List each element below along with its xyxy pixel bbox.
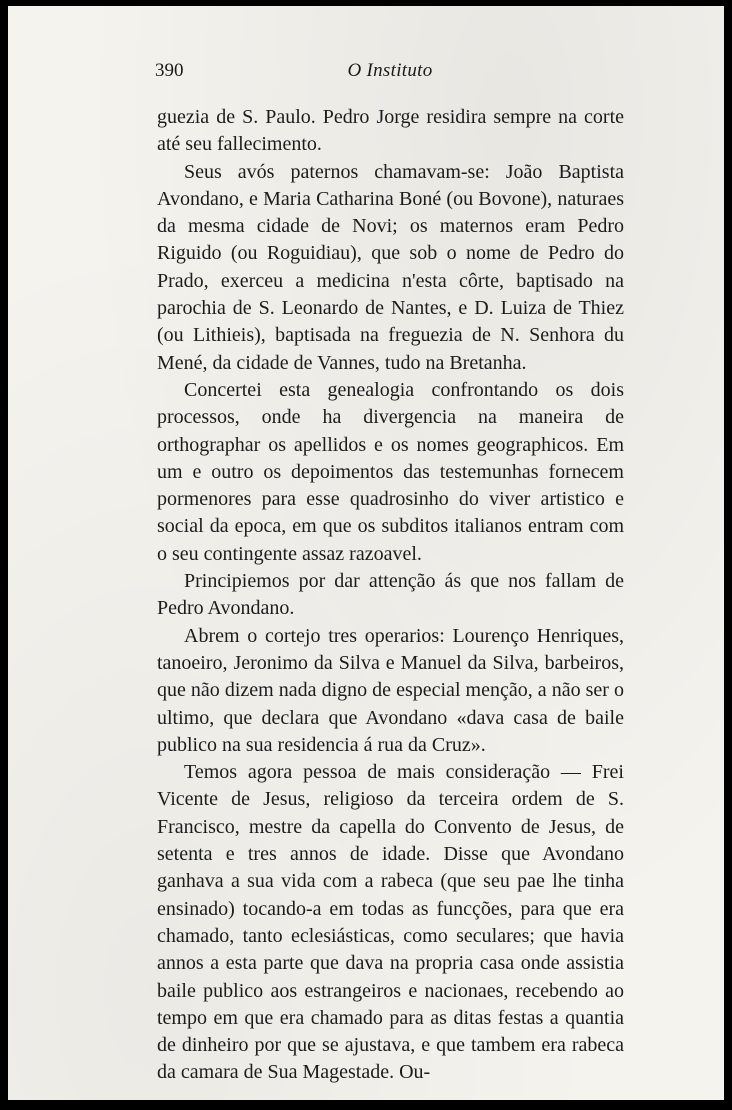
body-text bbox=[157, 104, 624, 1087]
running-title: O Instituto bbox=[347, 60, 433, 81]
paragraph-principiemos: Principiemos por dar attenção ás que nos fallam de Pedro Avondano. bbox=[157, 570, 624, 620]
paragraph-frei-vicente: Temos agora pessoa de mais consideração — Frei Vicente de Jesus, religioso da terceira ordem de S. Francisco, mestre da capella do Convento de Jesus, de setenta e tres annos de idade. Disse que Avondano ganhava a sua vida com a rabeca (que seu pae lhe tinha ensinado) tocando-a em todas as funcções, para que era chamado, tanto eclesiásticas, como seculares; que havia annos a esta parte que dava na propria casa onde assistia baile publico aos estrangeiros e nacionaes, recebendo ao tempo em que era chamado para as ditas festas a quantia de dinheiro por que se ajustava, e que tambem era rabeca da camara de Sua Magestade. Ou- bbox=[157, 761, 624, 1084]
page-header bbox=[155, 60, 625, 90]
paragraph-continuation: guezia de S. Paulo. Pedro Jorge residira sempre na corte até seu fallecimento. bbox=[157, 106, 624, 156]
paragraph-grandparents: Seus avós paternos chamavam-se: João Baptista Avondano, e Maria Catharina Boné (ou Bovone), naturaes da mesma cidade de Novi; os maternos eram Pedro Riguido (ou Roguidiau), que sob o nome de Pedro do Prado, exerceu a medicina n'esta côrte, baptisado na parochia de S. Leonardo de Nantes, e D. Luiza de Thiez (ou Lithieis), baptisada na freguezia de N. Senhora du Mené, da cidade de Vannes, tudo na Bretanha. bbox=[157, 160, 624, 374]
page-number: 390 bbox=[155, 60, 184, 81]
paragraph-operarios: Abrem o cortejo tres operarios: Lourenço Henriques, tanoeiro, Jeronimo da Silva e Manuel da Silva, barbeiros, que não dizem nada digno de especial menção, a não ser o ultimo, que declara que Avondano «dava casa de baile publico na sua residencia á rua da Cruz». bbox=[157, 624, 624, 756]
paragraph-genealogy: Concertei esta genealogia confrontando os dois processos, onde ha divergencia na maneira de orthographar os apellidos e os nomes geographicos. Em um e outro os depoimentos das testemunhas fornecem pormenores para esse quadrosinho do viver artistico e social da epoca, em que os subditos italianos entram com o seu contingente assaz razoavel. bbox=[157, 378, 624, 565]
